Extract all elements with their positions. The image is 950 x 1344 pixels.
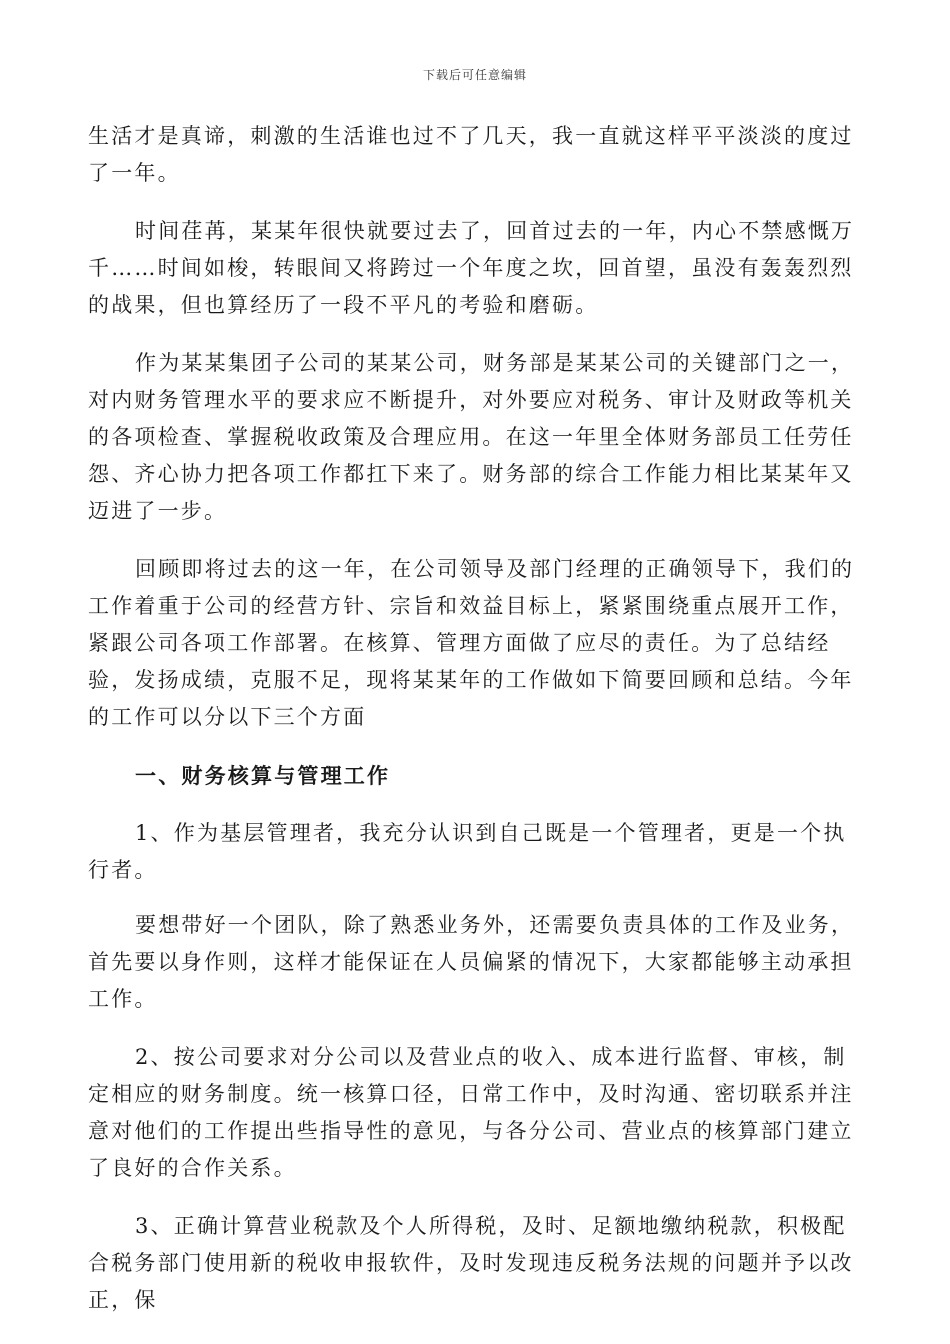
paragraph-time-passing: 时间荏苒，某某年很快就要过去了，回首过去的一年，内心不禁感慨万千……时间如梭，转眼间又将跨过一个年度之坎，回首望，虽没有轰轰烈烈的战果，但也算经历了一段不平凡的考验和磨砺。 [88, 219, 855, 317]
list-item-1: 1、作为基层管理者，我充分认识到自己既是一个管理者，更是一个执行者。 [88, 821, 847, 882]
paragraph-intro-end: 生活才是真谛，刺激的生活谁也过不了几天，我一直就这样平平淡淡的度过了一年。 [88, 124, 854, 185]
list-item-1-detail: 要想带好一个团队，除了熟悉业务外，还需要负责具体的工作及业务，首先要以身作则，这样才能保证在人员偏紧的情况下，大家都能够主动承担工作。 [88, 913, 855, 1011]
paragraph-department-role: 作为某某集团子公司的某某公司，财务部是某某公司的关键部门之一，对内财务管理水平的要求应不断提升，对外要应对税务、审计及财政等机关的各项检查、掌握税收政策及合理应用。在这一年里全体财务部员工任劳任怨、齐心协力把各项工作都扛下来了。财务部的综合工作能力相比某某年又迈进了一步。 [88, 351, 855, 523]
paragraph-year-review: 回顾即将过去的这一年，在公司领导及部门经理的正确领导下，我们的工作着重于公司的经营方针、宗旨和效益目标上，紧紧围绕重点展开工作，紧跟公司各项工作部署。在核算、管理方面做了应尽的责任。为了总结经验，发扬成绩，克服不足，现将某某年的工作做如下简要回顾和总结。今年的工作可以分以下三个方面 [88, 557, 855, 729]
section-heading: 一、财务核算与管理工作 [135, 763, 391, 788]
document-body [88, 118, 868, 1340]
list-item-3: 3、正确计算营业税款及个人所得税，及时、足额地缴纳税款，积极配合税务部门使用新的税收申报软件，及时发现违反税务法规的问题并予以改正，保 [88, 1214, 854, 1312]
page-header: 下载后可任意编辑 [422, 68, 527, 82]
list-item-2: 2、按公司要求对分公司以及营业点的收入、成本进行监督、审核，制定相应的财务制度。统一核算口径，日常工作中，及时沟通、密切联系并注意对他们的工作提出些指导性的意见，与各分公司、营业点的核算部门建立了良好的合作关系。 [88, 1045, 854, 1180]
